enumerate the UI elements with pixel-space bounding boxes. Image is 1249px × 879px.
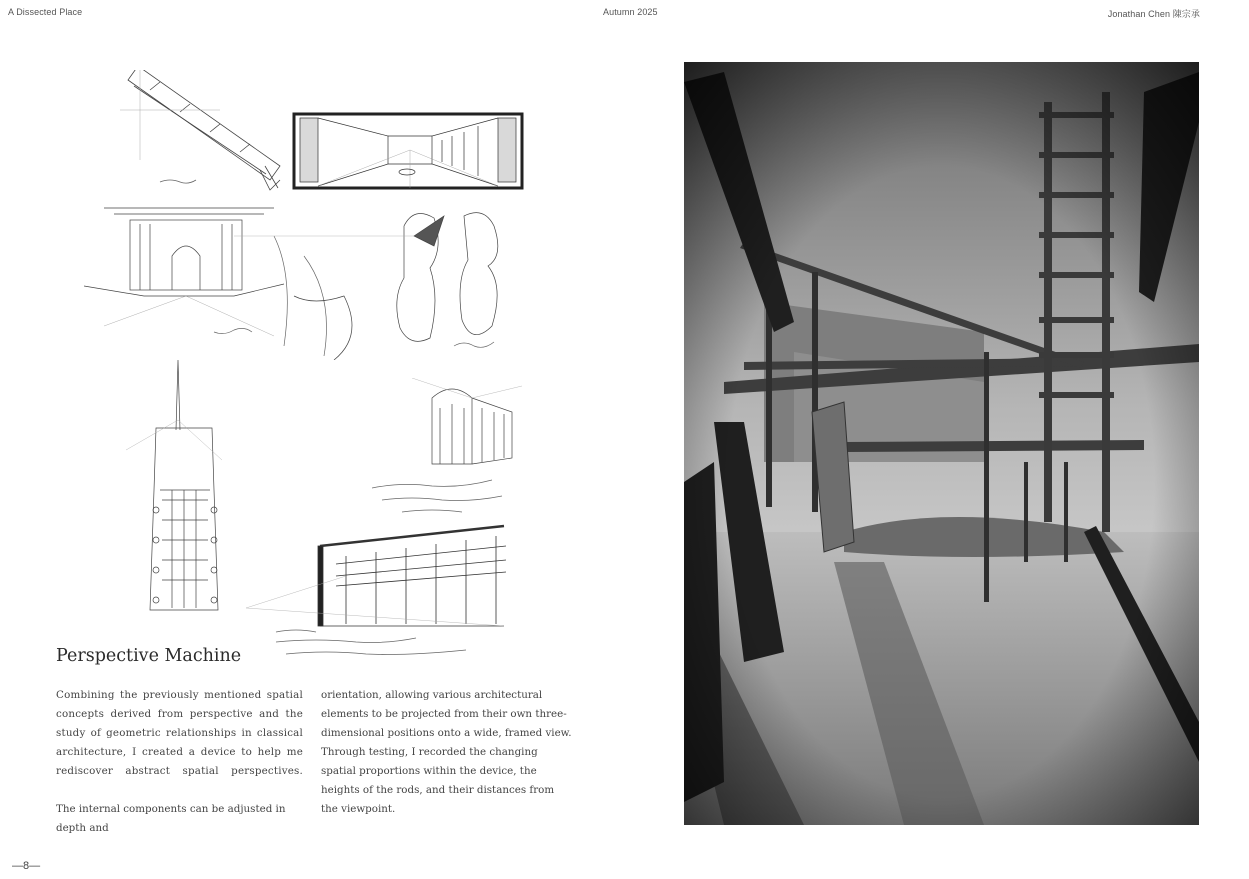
body-paragraph-1: Combining the previously mentioned spatial concepts derived from perspective and the study of geometric relationships in classical architecture, I created a device to help me rediscover abstract spatial perspectives. — [56, 689, 303, 777]
sketch-rotated-plan — [120, 70, 290, 200]
header-doc-title: A Dissected Place — [8, 7, 83, 17]
model-photo — [684, 62, 1199, 825]
sketch-tower-plan — [126, 360, 222, 620]
body-paragraph-2: The internal components can be adjusted in depth and — [56, 803, 286, 834]
section-title: Perspective Machine — [56, 646, 242, 666]
sketch-framed-corridor — [292, 112, 526, 192]
sketch-arcade — [372, 378, 528, 518]
page-number: —8— — [12, 860, 41, 872]
body-paragraph-3: orientation, allowing various architectural elements to be projected from their own three-dimensional positions onto a wide, framed view. Through testing, I recorded the changing spatial proportions within the device, the heights of the rods, and their distances from the viewpoint. — [321, 689, 572, 815]
header-author: Jonathan Chen 陳宗承 — [1107, 9, 1200, 19]
sketch-colonnade-section — [246, 516, 508, 662]
header-season: Autumn 2025 — [603, 7, 658, 17]
sketch-interior-figures — [84, 196, 526, 360]
